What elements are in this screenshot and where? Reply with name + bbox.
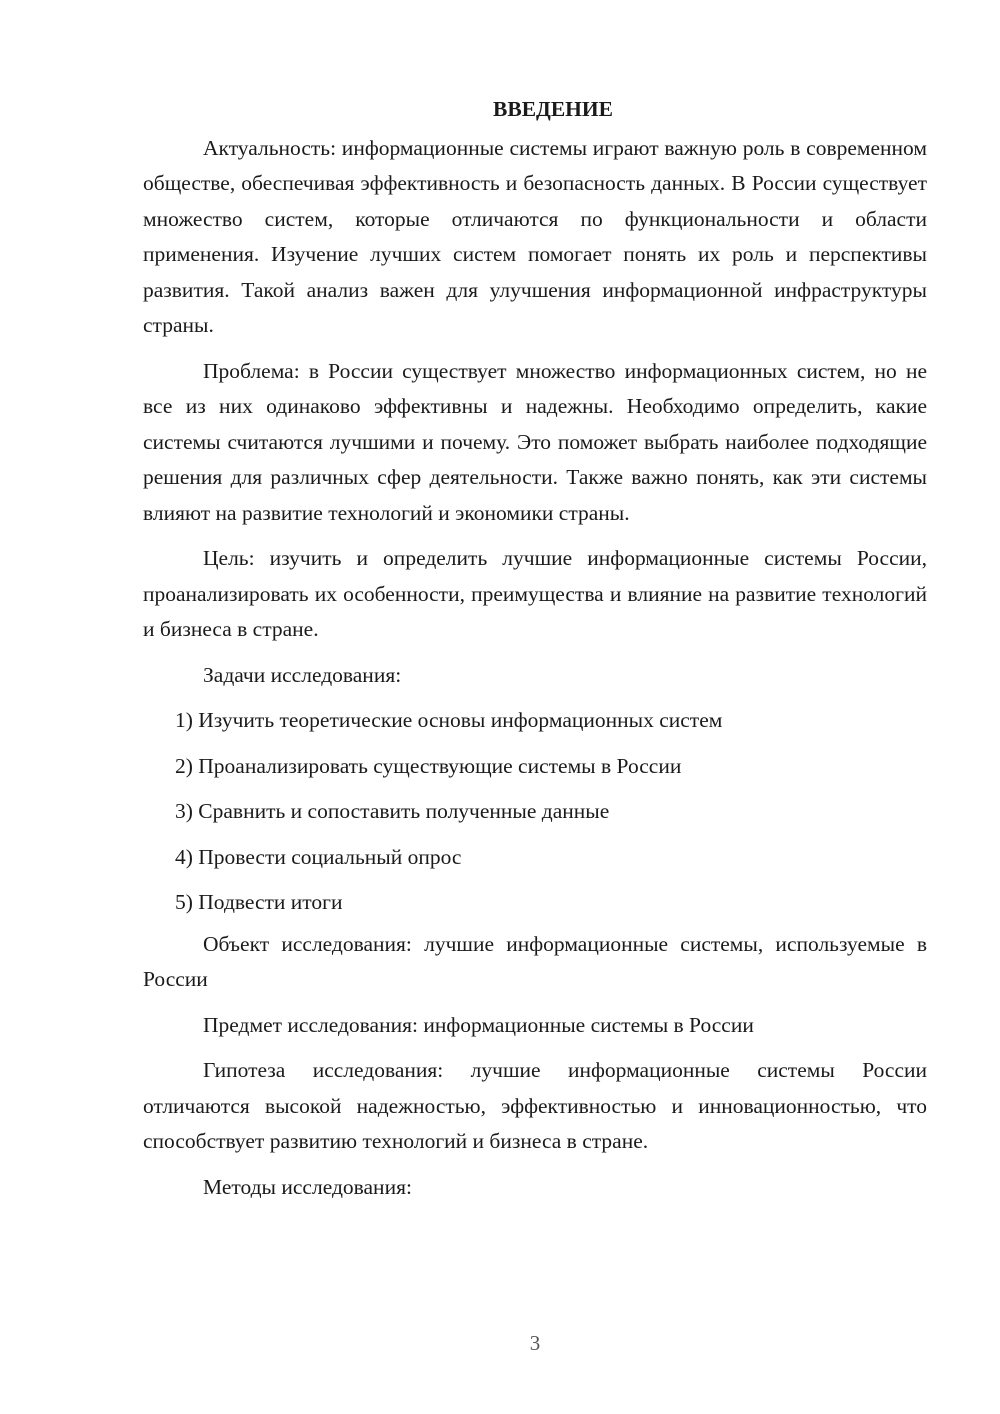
- page-number: 3: [529, 1331, 541, 1355]
- object-paragraph: Объект исследования: лучшие информационные системы, используемые в России: [143, 931, 927, 991]
- hypothesis-paragraph: Гипотеза исследования: лучшие информационные системы России отличаются высокой надежностью, эффективностью и инновационностью, что способствует развитию технологий и бизнеса в стране.: [143, 1058, 927, 1153]
- task-item-4: 4) Провести социальный опрос: [175, 844, 462, 869]
- tasks-heading: Задачи исследования:: [203, 662, 402, 687]
- relevance-paragraph: Актуальность: информационные системы играют важную роль в современном обществе, обеспечивая эффективность и безопасность данных. В России существует множество систем, которые отличаются по функциональности и области применения. Изучение лучших систем помогает понять их роль и перспективы развития. Такой анализ важен для улучшения информационной инфраструктуры страны.: [143, 135, 927, 337]
- methods-heading: Методы исследования:: [203, 1174, 412, 1199]
- task-item-1: 1) Изучить теоретические основы информационных систем: [175, 708, 723, 732]
- page-title: ВВЕДЕНИЕ: [493, 97, 613, 121]
- problem-paragraph: Проблема: в России существует множество информационных систем, но не все из них одинаково эффективны и надежны. Необходимо определить, какие системы считаются лучшими и почему. Это поможет выбрать наиболее подходящие решения для различных сфер деятельности. Также важно понять, как эти системы влияют на развитие технологий и экономики страны.: [143, 358, 927, 525]
- task-item-2: 2) Проанализировать существующие системы в России: [175, 753, 682, 778]
- task-item-3: 3) Сравнить и сопоставить полученные данные: [175, 799, 610, 823]
- subject-paragraph: Предмет исследования: информационные системы в России: [203, 1012, 754, 1037]
- task-item-5: 5) Подвести итоги: [175, 890, 343, 914]
- document-page: [143, 92, 927, 1215]
- goal-paragraph: Цель: изучить и определить лучшие информационные системы России, проанализировать их особенности, преимущества и влияние на развитие технологий и бизнеса в стране.: [143, 546, 927, 641]
